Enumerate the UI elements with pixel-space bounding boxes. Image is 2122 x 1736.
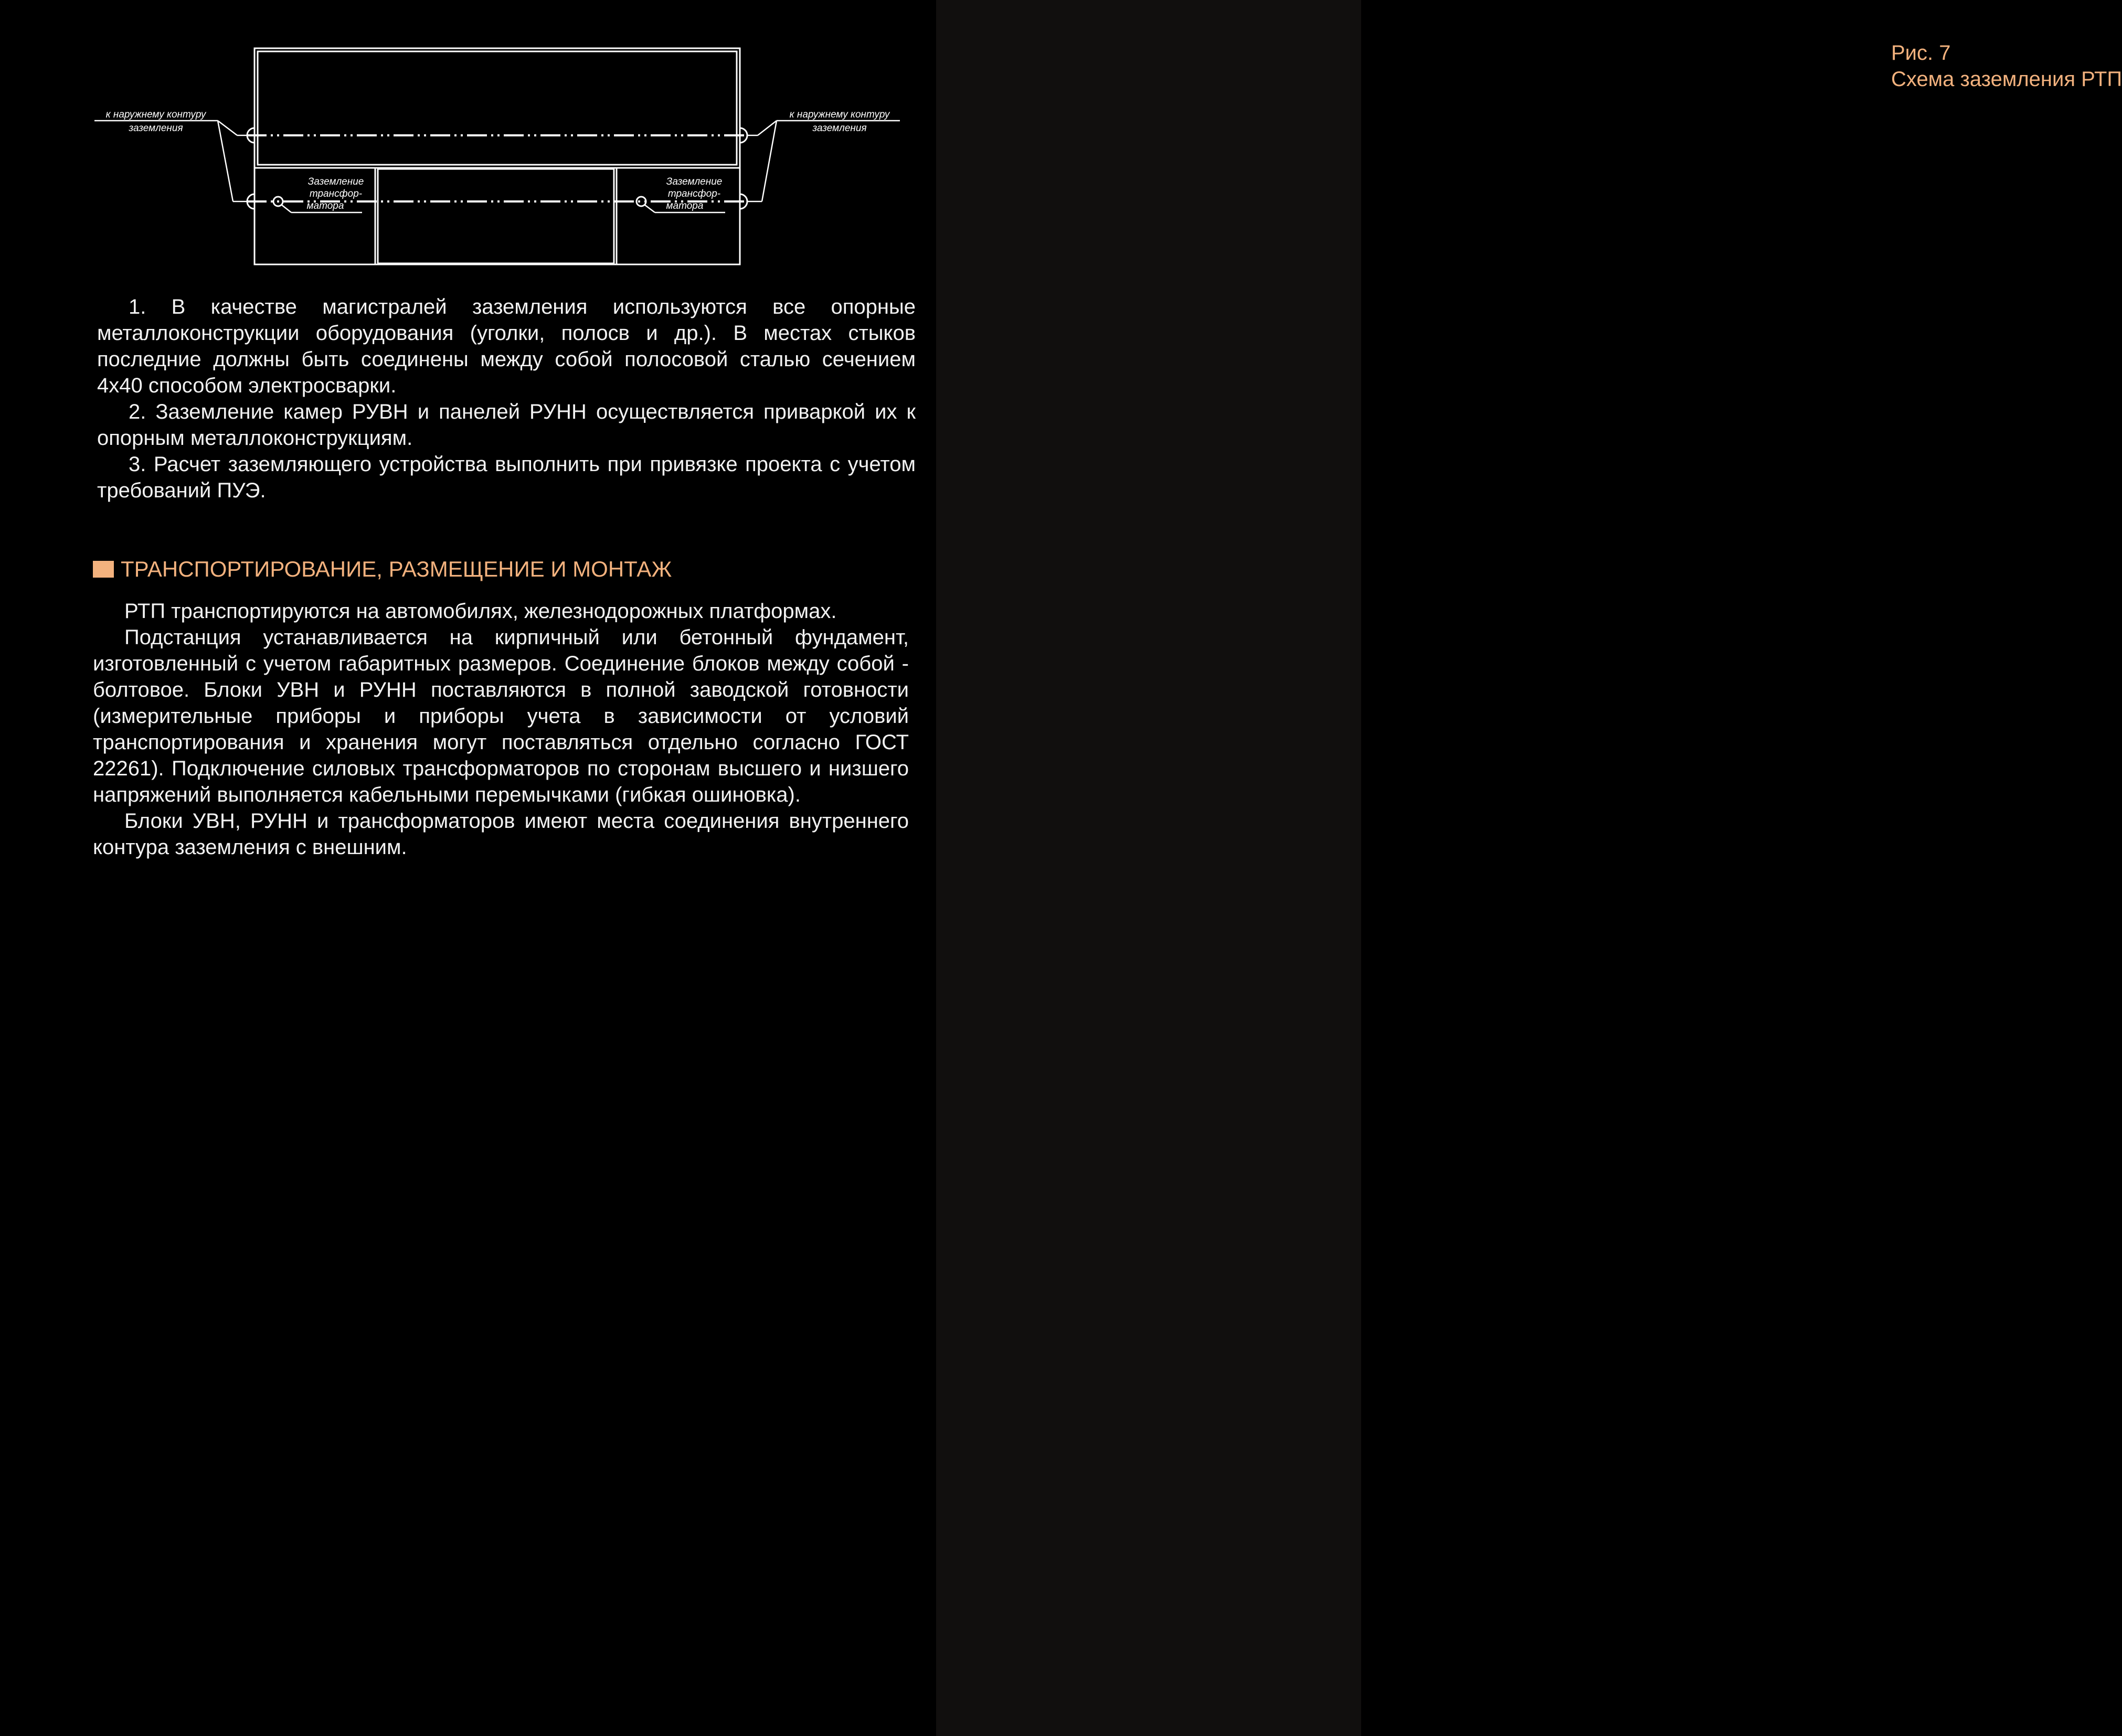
note-item: 3. Расчет заземляющего устройства выполнить при привязке проекта с учетом требований ПУЭ. (97, 453, 916, 502)
transformer-right-label-1: Заземление (666, 176, 723, 187)
section-heading-text: ТРАНСПОРТИРОВАНИЕ, РАЗМЕЩЕНИЕ И МОНТАЖ (121, 557, 672, 581)
note-item: 2. Заземление камер РУВН и панелей РУНН осуществляется приваркой их к опорным металлоконструкциям. (97, 400, 916, 450)
figure-number: Рис. 7 (1891, 41, 1951, 65)
section-marker-icon (93, 561, 114, 578)
transformer-left-label-3: матора (306, 200, 344, 211)
transformer-right-label-3: матора (666, 200, 704, 211)
outer-contour-right-label-1: к наружнему контуру (789, 109, 890, 120)
notes-list (97, 294, 916, 504)
top-block (254, 48, 740, 168)
section-body (93, 598, 909, 860)
section-paragraph: Подстанция устанавливается на кирпичный или бетонный фундамент, изготовленный с учетом габаритных размеров. Соединение блоков между собой - болтовое. Блоки УВН и РУНН поставляются в полной заводской готовности (измерительные приборы и приборы учета в зависимости от условий транспортирования и хранения могут поставляться отдельно согласно ГОСТ 22261). Подключение силовых трансформаторов по сторонам высшего и низшего напряжений выполняется кабельными перемычками (гибкая ошиновка). (93, 626, 909, 806)
note-item: 1. В качестве магистралей заземления используются все опорные металлоконструкции оборудования (уголки, полосв и др.). В местах стыков последние должны быть соединены между собой полосовой сталью сечением 4х40 способом электросварки. (97, 295, 916, 397)
outer-contour-left-label-2: заземления (129, 123, 183, 134)
grounding-diagram (89, 42, 913, 273)
transformer-right-label-2: трансфор- (667, 188, 721, 199)
outer-contour-left-label-1: к наружнему контуру (105, 109, 206, 120)
section-heading (93, 556, 672, 582)
outer-contour-right-label-2: заземления (812, 123, 867, 134)
section-paragraph: Блоки УВН, РУНН и трансформаторов имеют места соединения внутреннего контура заземления с внешним. (93, 810, 909, 859)
transformer-left-label-1: Заземление (307, 176, 364, 187)
section-paragraph: РТП транспортируются на автомобилях, железнодорожных платформах. (124, 600, 837, 623)
figure-title: Схема заземления РТП (1891, 68, 2122, 91)
figure-caption (1891, 40, 2122, 92)
sidebar-panel (936, 0, 2122, 1736)
bottom-middle-block (378, 169, 614, 263)
transformer-left-label-2: трансфор- (309, 188, 363, 199)
